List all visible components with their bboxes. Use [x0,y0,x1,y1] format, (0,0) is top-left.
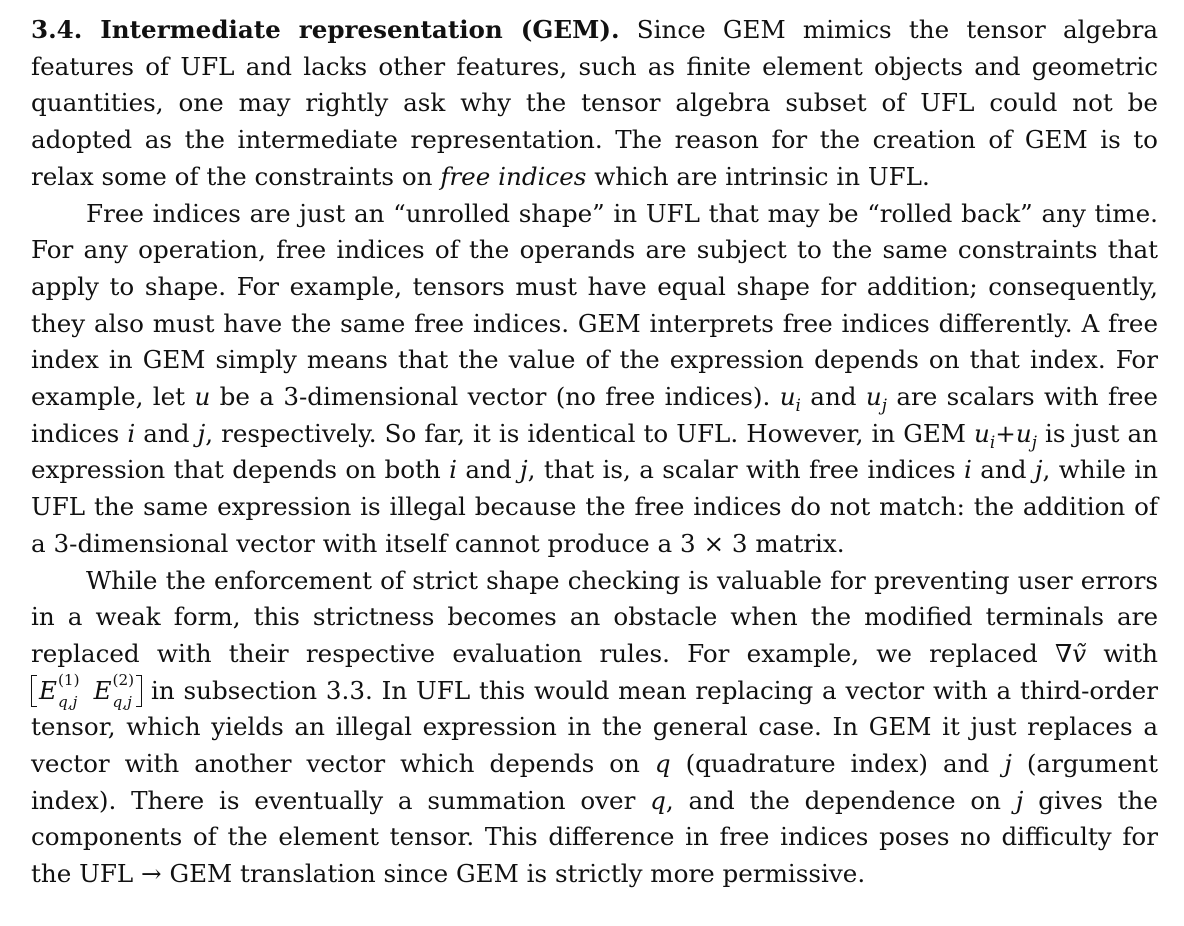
p2-text-c: and [810,382,857,412]
p2-text-d: are scalars with free indices [31,382,1158,448]
p3-text-e: (argument index). There is eventually a summation over [31,749,1159,815]
matrix-e1-base: E [39,675,57,705]
p2-text-k: , that is, a scalar with free indices [527,455,956,485]
math-u-i-base: u [779,382,796,412]
math-3x3: 3 × 3 [680,528,748,558]
math-u: u [194,382,211,412]
matrix-e2-base: E [93,675,112,705]
p2-text-l: and [980,455,1027,485]
section-heading: 3.4. Intermediate representation (GEM). [31,15,620,44]
math-j-5: j [1015,785,1024,815]
math-sum-a-sub: i [989,431,996,452]
math-j-2: j [520,455,528,485]
p2-text-b: be a 3-dimensional vector (no free indices). [219,382,771,412]
math-j-4: j [1004,749,1012,779]
math-ui-plus-uj [974,418,1037,452]
math-i-3: i [963,455,972,485]
math-u-i [779,382,801,415]
math-i-2: i [449,455,457,485]
math-sum-b-base: u [1015,418,1032,448]
math-sum-b-sub: j [1031,431,1037,452]
math-i-1: i [127,418,136,448]
paragraph-1 [31,12,1158,196]
p1-text-b: which are intrinsic in UFL. [594,161,930,191]
matrix-e1-sup: (1) [57,671,80,690]
math-u-j-base: u [865,382,882,412]
paragraph-2 [31,196,1158,563]
matrix-entry-e1 [39,673,80,710]
math-q-1: q [654,749,671,779]
p2-text-e: and [143,418,190,448]
matrix-e2-sub: q,j [112,693,132,712]
p3-text-f: , and the dependence on [665,785,1001,815]
p3-text-c: in subsection 3.3. In UFL this would mean replacing a vector with a third-order tensor, which yields an illegal expression in the general case. In GEM it just replaces a vector with another vector which depends on [31,675,1158,779]
p2-text-m: , while in UFL the same expression is illegal because the free indices do not match: the addition of a 3-dimensional vector with itself cannot produce a [31,455,1158,558]
math-q-2: q [650,785,666,815]
p2-text-h: and [465,455,512,485]
matrix-e1-sub: q,j [57,693,78,712]
math-row-matrix [31,673,142,710]
free-indices-emphasis: free indices [440,161,587,191]
math-j-1: j [197,418,206,448]
p2-text-f: , respectively. So far, it is identical to UFL. However, in GEM [205,418,966,448]
matrix-entry-e2 [94,673,135,710]
p3-text-a: While the enforcement of strict shape checking is valuable for preventing user errors in a weak form, this strictness becomes an obstacle when the modified terminals are replaced with their respective evaluation rules. For example, we replaced [31,565,1158,668]
math-u-i-sub: i [795,394,801,415]
math-u-j-sub: j [881,394,887,415]
math-grad-v-tilde: ∇ṽ [1055,638,1087,668]
math-sum-a-base: u [974,418,990,448]
p3-text-b: with [1103,638,1159,668]
p2-text-n: matrix. [755,528,845,558]
p2-text-a: Free indices are just an “unrolled shape” in UFL that may be “rolled back” any time. For any operation, free indices of the operands are subject to the same constraints that apply to shape. For example, tensors must have equal shape for addition; consequently, they also must have the same free indices. GEM interprets free indices differently. A free index in GEM simply means that the value of the expression depends on that index. For example, let [31,198,1158,412]
p1-text-a: Since GEM mimics the tensor algebra features of UFL and lacks other features, such as finite element objects and geometric quantities, one may rightly ask why the tensor algebra subset of UFL could not be adopted as the intermediate representation. The reason for the creation of GEM is to relax some of the constraints on [31,15,1158,191]
math-u-j [865,382,887,415]
p3-text-g: gives the components of the element tensor. This difference in free indices poses no difficulty for the UFL → GEM translation since GEM is strictly more permissive. [31,785,1158,889]
math-plus: + [995,418,1016,448]
p3-text-d: (quadrature index) and [685,749,990,779]
paragraph-3 [31,563,1158,893]
matrix-e2-sup: (2) [112,671,135,690]
math-j-3: j [1034,455,1043,485]
p2-text-g: is just an expression that depends on both [31,418,1159,485]
